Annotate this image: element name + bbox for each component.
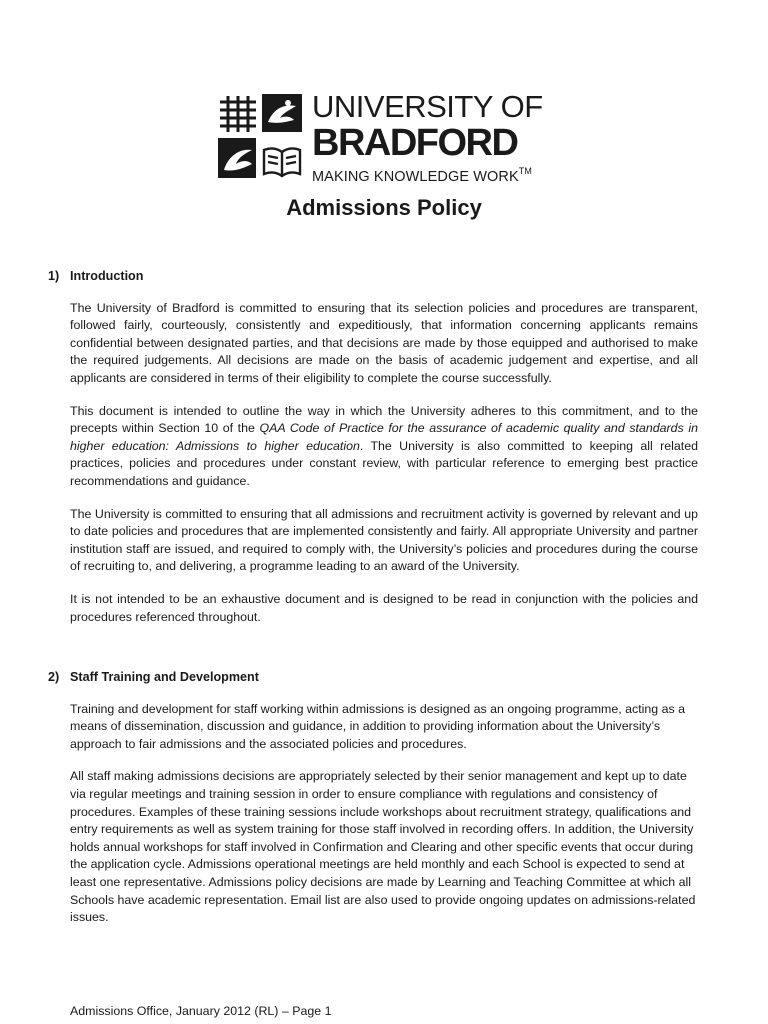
logo-wordmark (312, 90, 562, 186)
section-title: Introduction (70, 269, 144, 283)
section-heading-introduction (48, 268, 698, 286)
section-title: Staff Training and Development (70, 670, 259, 685)
university-logo (218, 89, 558, 185)
logo-tagline-text: MAKING KNOWLEDGE WORK (312, 169, 519, 185)
logo-trademark: TM (518, 166, 532, 176)
paragraph-text: This document is intended to outline the way in which the University adheres to this commitment, and to the precepts within Section 10 of the (70, 403, 698, 436)
logo-line-university-of: UNIVERSITY OF (312, 89, 543, 124)
paragraph: Training and development for staff working within admissions is designed as an ongoing programme, acting as a means of dissemination, discussion and guidance, in addition to providing information about the University’s approach to fair admissions and the associated policies and procedures. (70, 701, 686, 751)
paragraph: All staff making admissions decisions are appropriately selected by their senior management and kept up to date via regular meetings and training session in order to ensure compliance with regulations and consistency of procedures. Examples of these training sessions include workshops about recruitment strategy, qualifications and entry requirements as well as system training for those staff involved in recording offers. In addition, the University holds annual workshops for staff involved in Confirmation and Clearing and other specific events that occur during the application cycle. Admissions operational meetings are held monthly and each School is expected to send at least one representative. Admissions policy decisions are made by Learning and Teaching Committee at which all Schools have academic representation. Email list are also used to provide ongoing updates on admissions-related issues. (70, 769, 696, 925)
paragraph-text: . The University is also committed to keeping all related practices, policies and procedures under constant review, with particular reference to emerging best practice recommendations and guidance. (70, 438, 698, 488)
section-heading-staff-training (48, 669, 698, 687)
page-title: Admissions Policy (286, 195, 482, 220)
page-footer: Admissions Office, January 2012 (RL) – Page 1 (70, 1004, 332, 1018)
qaa-code-reference: QAA Code of Practice for the assurance of academic quality and standards in higher education: Admissions to higher education (70, 421, 698, 453)
university-crest-icon (218, 94, 302, 178)
logo-tagline (312, 162, 562, 186)
section-number: 2) (48, 670, 60, 685)
paragraph (70, 403, 698, 491)
paragraph: The University is committed to ensuring that all admissions and recruitment activity is governed by relevant and up to date policies and procedures that are implemented consistently and fairly. All appropriate University and partner institution staff are issued, and required to comply with, the University’s policies and procedures during the course of recruiting to, and delivering, a programme leading to an award of the University. (70, 506, 698, 574)
document-body (48, 268, 698, 942)
paragraph: It is not intended to be an exhaustive document and is designed to be read in conjunction with the policies and procedures referenced throughout. (70, 591, 698, 624)
logo-line-bradford: BRADFORD (312, 122, 518, 164)
section-spacer (70, 641, 698, 669)
paragraph: The University of Bradford is committed to ensuring that its selection policies and procedures are transparent, followed fairly, courteously, consistently and expeditiously, that information concerning applicants remains confidential between designated parties, and that decisions are made by those equipped and authorised to make the required judgements. All decisions are made on the basis of academic judgement and expertise, and all applicants are considered in terms of their eligibility to complete the course successfully. (70, 300, 698, 385)
section-number: 1) (48, 269, 60, 283)
